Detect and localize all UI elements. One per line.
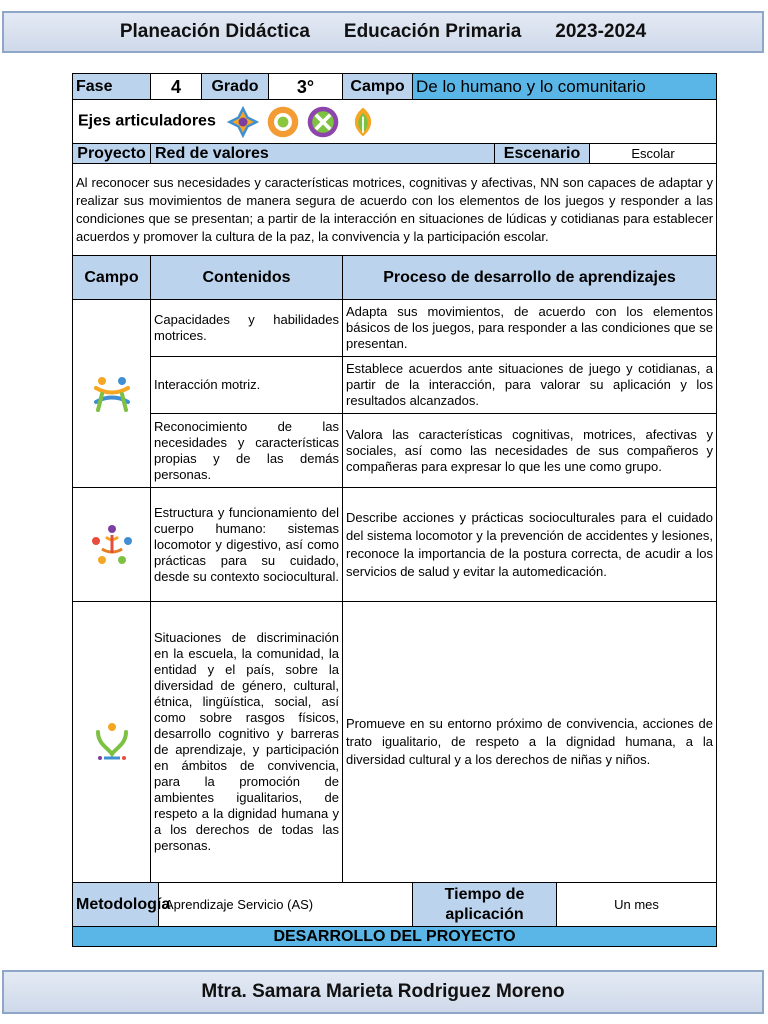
proyecto-value: Red de valores (151, 144, 495, 164)
pensamiento-critico-icon (265, 104, 301, 140)
table-row (73, 414, 717, 488)
table-row (73, 300, 717, 357)
campo-label: Campo (343, 74, 413, 100)
grado-value: 3° (269, 74, 343, 100)
header-banner (2, 11, 764, 53)
campo-value: De lo humano y lo comunitario (413, 74, 717, 100)
proyecto-row (73, 144, 717, 164)
teacher-name: Mtra. Samara Marieta Rodriguez Moreno (201, 981, 565, 1002)
ejes-row (73, 100, 717, 144)
escenario-value: Escolar (590, 144, 717, 164)
proceso-cell: Establece acuerdos ante situaciones de juego y cotidianas, a partir de la interacción, para valorar su aplicación y los resultados alcanzados. (343, 357, 717, 414)
educacion-fisica-icon (90, 372, 134, 416)
contenido-cell: Situaciones de discriminación en la escuela, la comunidad, la entidad y el país, sobre la diversidad de género, cultural, étnica, lingüística, social, así como sobre rasgos físicos, desarrollo cognitivo y barreras de aprendizaje, y participación en ámbitos de convivencia, para la promoción de ambientes igualitarios, de respeto a la dignidad humana y a los derechos de todas las personas. (151, 602, 343, 883)
fase-label: Fase (73, 74, 151, 100)
proceso-cell: Describe acciones y prácticas socioculturales para el cuidado del sistema locomotor y la prevención de accidentes y lesiones, reconoce la importancia de la postura correcta, de acudir a los servicios de salud y evitar la automedicación. (343, 488, 717, 602)
formacion-civica-icon (90, 720, 134, 764)
contenido-cell: Estructura y funcionamiento del cuerpo humano: sistemas locomotor y digestivo, así como prácticas para su cuidado, desde su contexto sociocultural. (151, 488, 343, 602)
project-description: Al reconocer sus necesidades y características motrices, cognitivas y afectivas, NN son capaces de adaptar y realizar sus movimientos de manera segura de acuerdo con los elementos de los juegos y responder a las condiciones que se presentan; a partir de la interacción en situaciones de lúdicas y cotidianas para establecer acuerdos y promover la cultura de la paz, la convivencia y la participación escolar. (73, 164, 717, 256)
table-row (73, 602, 717, 883)
tiempo-label: Tiempo de aplicación (413, 883, 557, 927)
planning-table (72, 73, 717, 947)
escenario-label: Escenario (495, 144, 590, 164)
interculturalidad-icon (305, 104, 341, 140)
proceso-cell: Promueve en su entorno próximo de convivencia, acciones de trato igualitario, de respeto a la dignidad humana, a la diversidad cultural y a los derechos de niñas y niños. (343, 602, 717, 883)
descripcion-row (73, 164, 717, 256)
header-title: Planeación Didáctica (119, 21, 310, 42)
ejes-label: Ejes articuladores (78, 111, 216, 129)
desarrollo-row (73, 927, 717, 947)
table-row (73, 488, 717, 602)
table-row (73, 357, 717, 414)
fase-row (73, 74, 717, 100)
contenido-cell: Capacidades y habilidades motrices. (151, 300, 343, 357)
vida-saludable-people-icon (90, 523, 134, 567)
col-contenidos: Contenidos (151, 256, 343, 300)
campo-icon-cell (73, 488, 151, 602)
fase-value: 4 (151, 74, 202, 100)
footer-banner (2, 970, 764, 1014)
tiempo-value: Un mes (557, 883, 717, 927)
contenido-cell: Interacción motriz. (151, 357, 343, 414)
header-level: Educación Primaria (343, 21, 522, 42)
metodologia-row (73, 883, 717, 927)
desarrollo-title: DESARROLLO DEL PROYECTO (73, 927, 717, 947)
proyecto-label: Proyecto (73, 144, 151, 164)
proceso-cell: Adapta sus movimientos, de acuerdo con los elementos básicos de los juegos, para responder a las condiciones que se presentan. (343, 300, 717, 357)
metodologia-label: Metodología (73, 883, 159, 927)
proceso-cell: Valora las características cognitivas, motrices, afectivas y sociales, así como las necesidades de sus compañeros y compañeras para expresar lo que les une como grupo. (343, 414, 717, 488)
ejes-icons (225, 104, 381, 140)
col-campo: Campo (73, 256, 151, 300)
header-year: 2023-2024 (555, 21, 647, 42)
metodologia-value: Aprendizaje Servicio (AS) (159, 883, 413, 927)
vida-saludable-icon (345, 104, 381, 140)
contenido-cell: Reconocimiento de las necesidades y características propias y de las demás personas. (151, 414, 343, 488)
inclusion-icon (225, 104, 261, 140)
col-proceso: Proceso de desarrollo de aprendizajes (343, 256, 717, 300)
ejes-cell (73, 100, 717, 144)
campo-icon-cell (73, 300, 151, 488)
grado-label: Grado (202, 74, 269, 100)
campo-icon-cell (73, 602, 151, 883)
column-headers (73, 256, 717, 300)
